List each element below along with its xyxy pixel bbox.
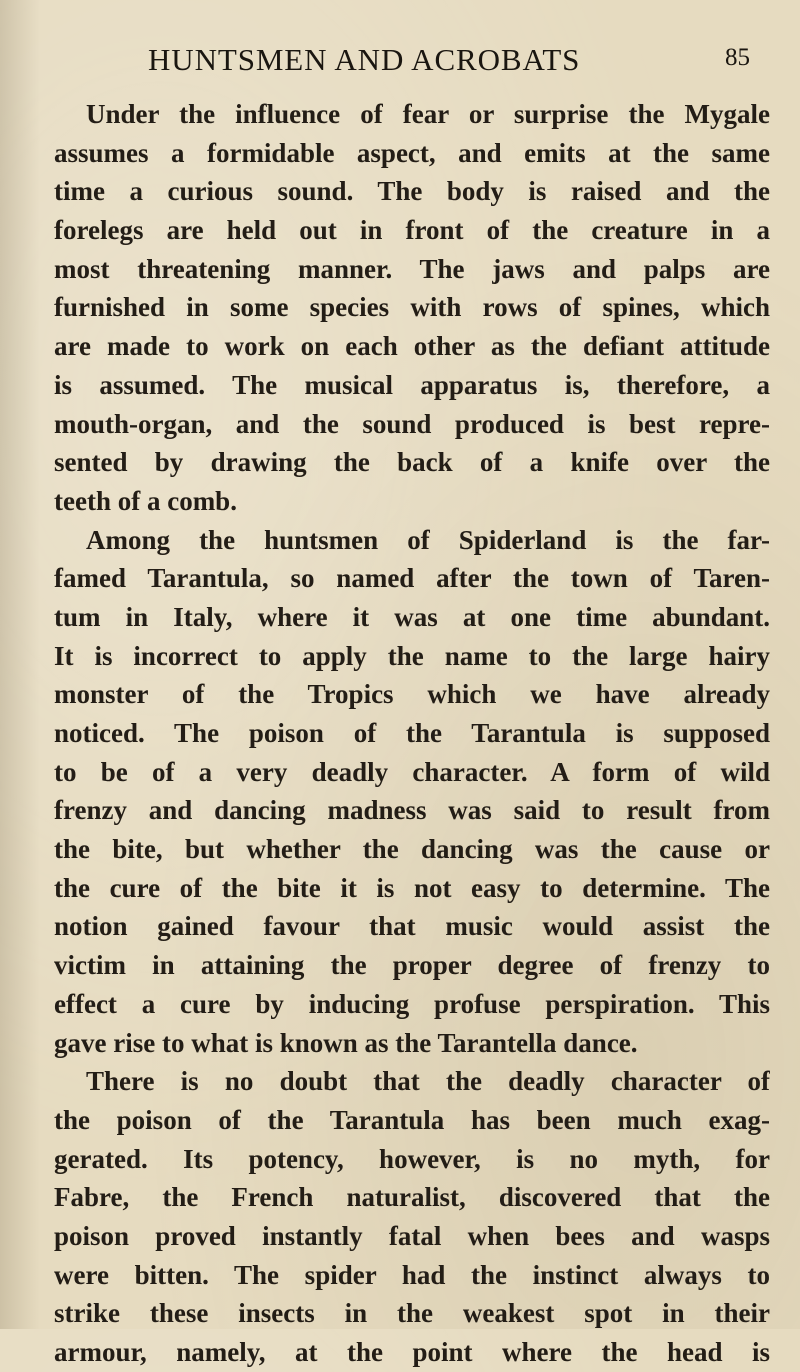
page-fold-shadow xyxy=(0,0,40,1329)
text-line: notion gained favour that music would assist the xyxy=(54,911,770,942)
text-line: gave rise to what is known as the Tarantella dance. xyxy=(54,1027,638,1058)
text-line: the poison of the Tarantula has been much exag- xyxy=(54,1104,770,1135)
text-line: tum in Italy, where it was at one time abundant. xyxy=(54,601,770,632)
text-line: poison proved instantly fatal when bees and wasps xyxy=(54,1220,770,1251)
page-number: 85 xyxy=(725,44,750,71)
text-line: frenzy and dancing madness was said to result from xyxy=(54,795,770,826)
text-line: noticed. The poison of the Tarantula is supposed xyxy=(54,718,770,748)
text-line: assumes a formidable aspect, and emits at the same xyxy=(54,137,770,168)
text-line: It is incorrect to apply the name to the large hairy xyxy=(54,640,770,671)
text-line: are made to work on each other as the defiant attitude xyxy=(54,331,770,362)
text-line: teeth of a comb. xyxy=(54,485,237,516)
text-line: gerated. Its potency, however, is no myth, for xyxy=(54,1143,770,1174)
text-line: the bite, but whether the dancing was the cause or xyxy=(54,834,770,865)
text-line: the cure of the bite it is not easy to determine. The xyxy=(54,872,770,903)
text-line: to be of a very deadly character. A form of wild xyxy=(54,756,770,787)
text-line: time a curious sound. The body is raised and the xyxy=(54,176,770,207)
text-line: Among the huntsmen of Spiderland is the far- xyxy=(86,524,770,555)
text-line: strike these insects in the weakest spot in their xyxy=(54,1298,770,1329)
text-line: furnished in some species with rows of spines, which xyxy=(54,292,770,323)
text-line: There is no doubt that the deadly character of xyxy=(86,1066,770,1097)
text-line: Fabre, the French naturalist, discovered that the xyxy=(54,1182,770,1213)
text-line: mouth-organ, and the sound produced is best repre- xyxy=(54,408,770,439)
text-line: monster of the Tropics which we have already xyxy=(54,679,770,710)
text-line: most threatening manner. The jaws and palps are xyxy=(54,253,770,284)
text-line: is assumed. The musical apparatus is, therefore, a xyxy=(54,369,770,400)
text-line: forelegs are held out in front of the creature in a xyxy=(54,215,770,246)
chapter-running-title: HUNTSMEN AND ACROBATS xyxy=(148,42,581,77)
text-line: were bitten. The spider had the instinct always to xyxy=(54,1259,770,1290)
text-line: Under the influence of fear or surprise the Mygale xyxy=(86,99,770,129)
body-text xyxy=(54,95,770,1372)
text-line: effect a cure by inducing profuse perspiration. This xyxy=(54,988,770,1019)
text-line: famed Tarantula, so named after the town of Taren- xyxy=(54,563,770,594)
text-line: victim in attaining the proper degree of frenzy to xyxy=(54,950,770,981)
text-line: sented by drawing the back of a knife over the xyxy=(54,447,770,478)
running-head xyxy=(148,42,750,82)
text-line: armour, namely, at the point where the head is xyxy=(54,1337,770,1367)
